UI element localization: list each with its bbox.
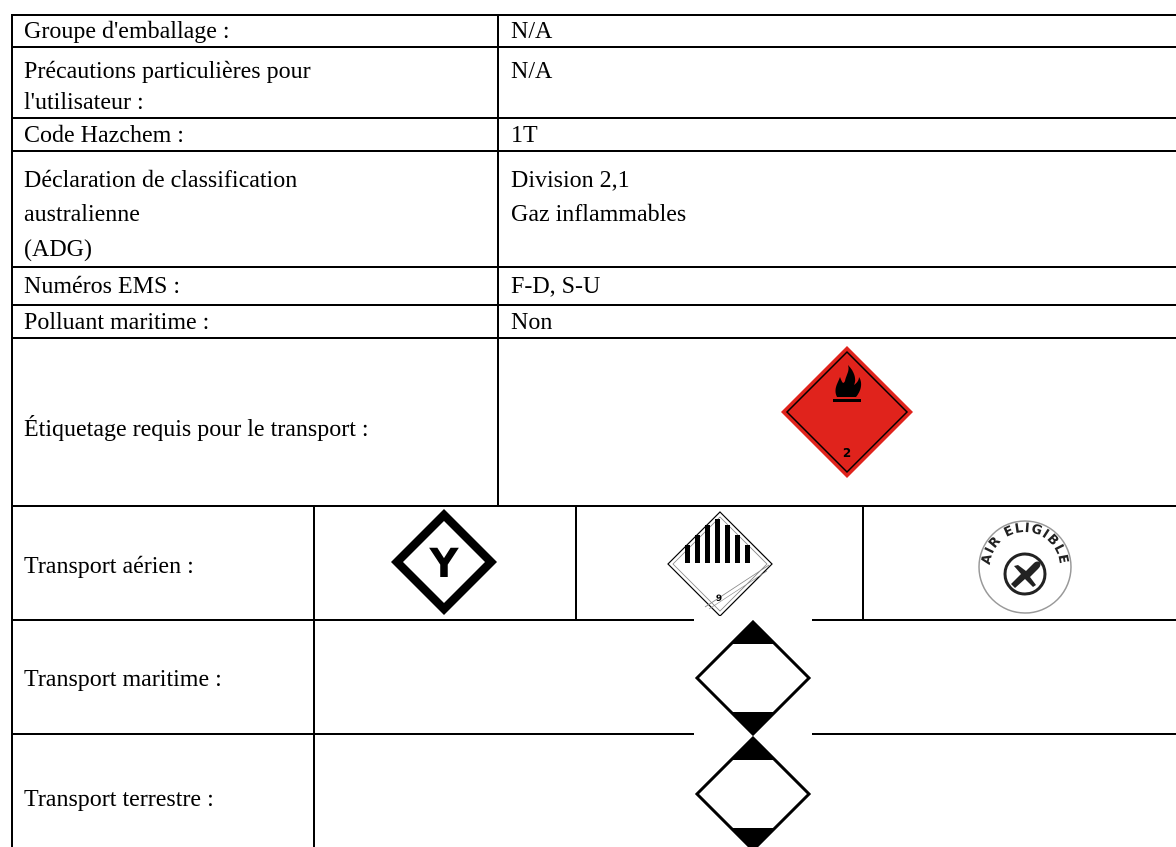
marine-pollutant-value: Non bbox=[511, 309, 553, 335]
special-precautions-label-line-2: l'utilisateur : bbox=[24, 89, 144, 115]
land-transport-label: Transport terrestre : bbox=[24, 786, 214, 812]
ems-numbers-value: F-D, S-U bbox=[511, 273, 601, 299]
special-precautions-value: N/A bbox=[511, 58, 553, 84]
hazchem-code-label: Code Hazchem : bbox=[24, 122, 184, 148]
ems-numbers-label: Numéros EMS : bbox=[24, 273, 180, 299]
adg-classification-value-line-2: Gaz inflammables bbox=[511, 201, 687, 227]
marine-pollutant-label: Polluant maritime : bbox=[24, 309, 210, 335]
adg-classification-label-line-3: (ADG) bbox=[24, 236, 92, 262]
hazchem-code-value: 1T bbox=[511, 122, 538, 148]
class-number: 2 bbox=[842, 446, 852, 460]
air-eligible-icon bbox=[970, 512, 1080, 622]
sea-transport-label: Transport maritime : bbox=[24, 666, 222, 692]
packing-group-label: Groupe d'emballage : bbox=[24, 18, 230, 44]
adg-classification-label-line-1: Déclaration de classification bbox=[24, 167, 298, 193]
adg-classification-value-line-1: Division 2,1 bbox=[511, 167, 630, 193]
air-transport-label: Transport aérien : bbox=[24, 553, 194, 579]
adg-classification-label-line-2: australienne bbox=[24, 201, 140, 227]
packing-group-value: N/A bbox=[511, 18, 553, 44]
transport-labelling-label: Étiquetage requis pour le transport : bbox=[24, 416, 369, 442]
limited-quantity-letter: Y bbox=[429, 541, 459, 587]
special-precautions-label-line-1: Précautions particulières pour bbox=[24, 58, 311, 84]
limited-quantity-icon bbox=[695, 736, 811, 847]
limited-quantity-y-icon bbox=[389, 507, 499, 617]
class-9-miscellaneous-icon bbox=[665, 509, 775, 619]
flammable-gas-class-2-icon bbox=[780, 345, 914, 479]
limited-quantity-icon bbox=[695, 620, 811, 736]
class-number: 9 bbox=[715, 594, 723, 604]
air-eligible-text: AIR ELIGIBLE bbox=[978, 520, 1072, 566]
